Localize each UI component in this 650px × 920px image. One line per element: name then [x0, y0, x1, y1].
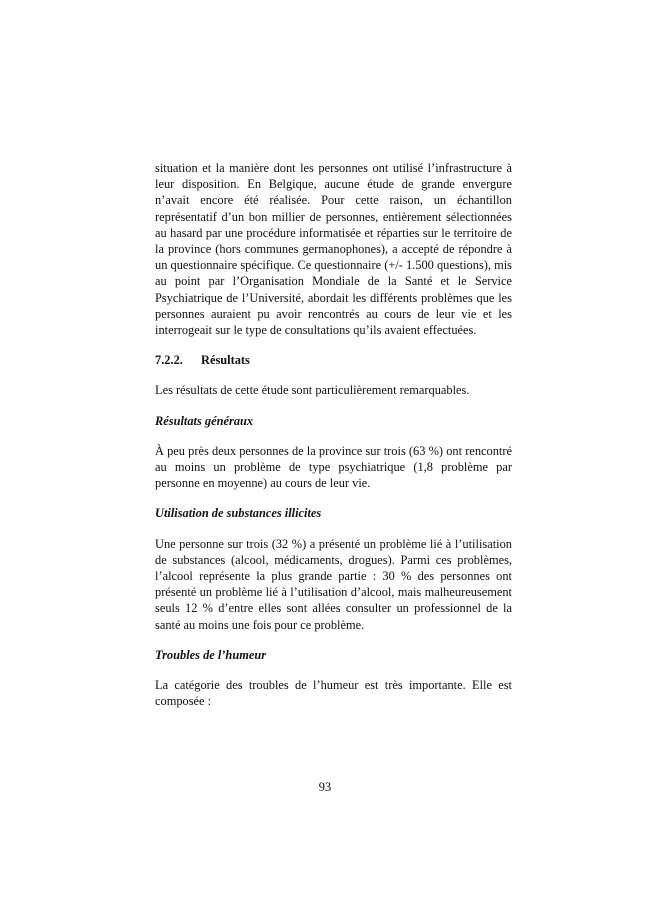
subheading-general-results: Résultats généraux: [155, 413, 254, 428]
spacer: [155, 633, 512, 647]
paragraph-substances: Une personne sur trois (32 %) a présenté un problème lié à l’utilisation de substances (alcool, médicaments, drogues). Parmi ces problèmes, l’alcool représente la plus grande partie : 30 % des personnes ont présenté un problème lié à l’utilisation d’alcool, mais malheureusement seuls 12 % d’entre elles sont allées consulter un professionnel de la santé au moins une fois pour ce problème.: [155, 536, 512, 632]
spacer: [155, 491, 512, 505]
subheading-mood-disorders: Troubles de l’humeur: [155, 647, 267, 662]
paragraph-mood-disorders: La catégorie des troubles de l’humeur est très importante. Elle est composée :: [155, 678, 512, 709]
section-number: 7.2.2.: [155, 353, 183, 368]
page-body: [155, 160, 512, 709]
spacer: [155, 399, 512, 413]
spacer: [155, 429, 512, 443]
section-title: Résultats: [201, 353, 250, 368]
spacer: [155, 522, 512, 536]
subheading-substances: Utilisation de substances illicites: [155, 506, 322, 521]
paragraph-results: Les résultats de cette étude sont particulièrement remarquables.: [155, 383, 470, 398]
spacer: [155, 368, 512, 382]
paragraph-general-results: À peu près deux personnes de la province sur trois (63 %) ont rencontré au moins un problème de type psychiatrique (1,8 problème par personne en moyenne) au cours de leur vie.: [155, 443, 512, 491]
spacer: [155, 338, 512, 352]
paragraph-intro: situation et la manière dont les personnes ont utilisé l’infrastructure à leur disposition. En Belgique, aucune étude de grande envergure n’avait encore été réalisée. Pour cette raison, un échantillon représentatif d’un bon millier de personnes, entièrement sélectionnées au hasard par une procédure informatisée et réparties sur le territoire de la province (hors communes germanophones), a accepté de répondre à un questionnaire spécifique. Ce questionnaire (+/- 1.500 questions), mis au point par l’Organisation Mondiale de la Santé et le Service Psychiatrique de l’Université, abordait les différents problèmes que les personnes auraient pu avoir rencontrés au cours de leur vie et les interrogeait sur le type de consultations qu’ils avaient effectuées.: [155, 161, 512, 338]
section-heading: [155, 352, 512, 368]
page-number: 93: [318, 780, 332, 794]
spacer: [155, 663, 512, 677]
